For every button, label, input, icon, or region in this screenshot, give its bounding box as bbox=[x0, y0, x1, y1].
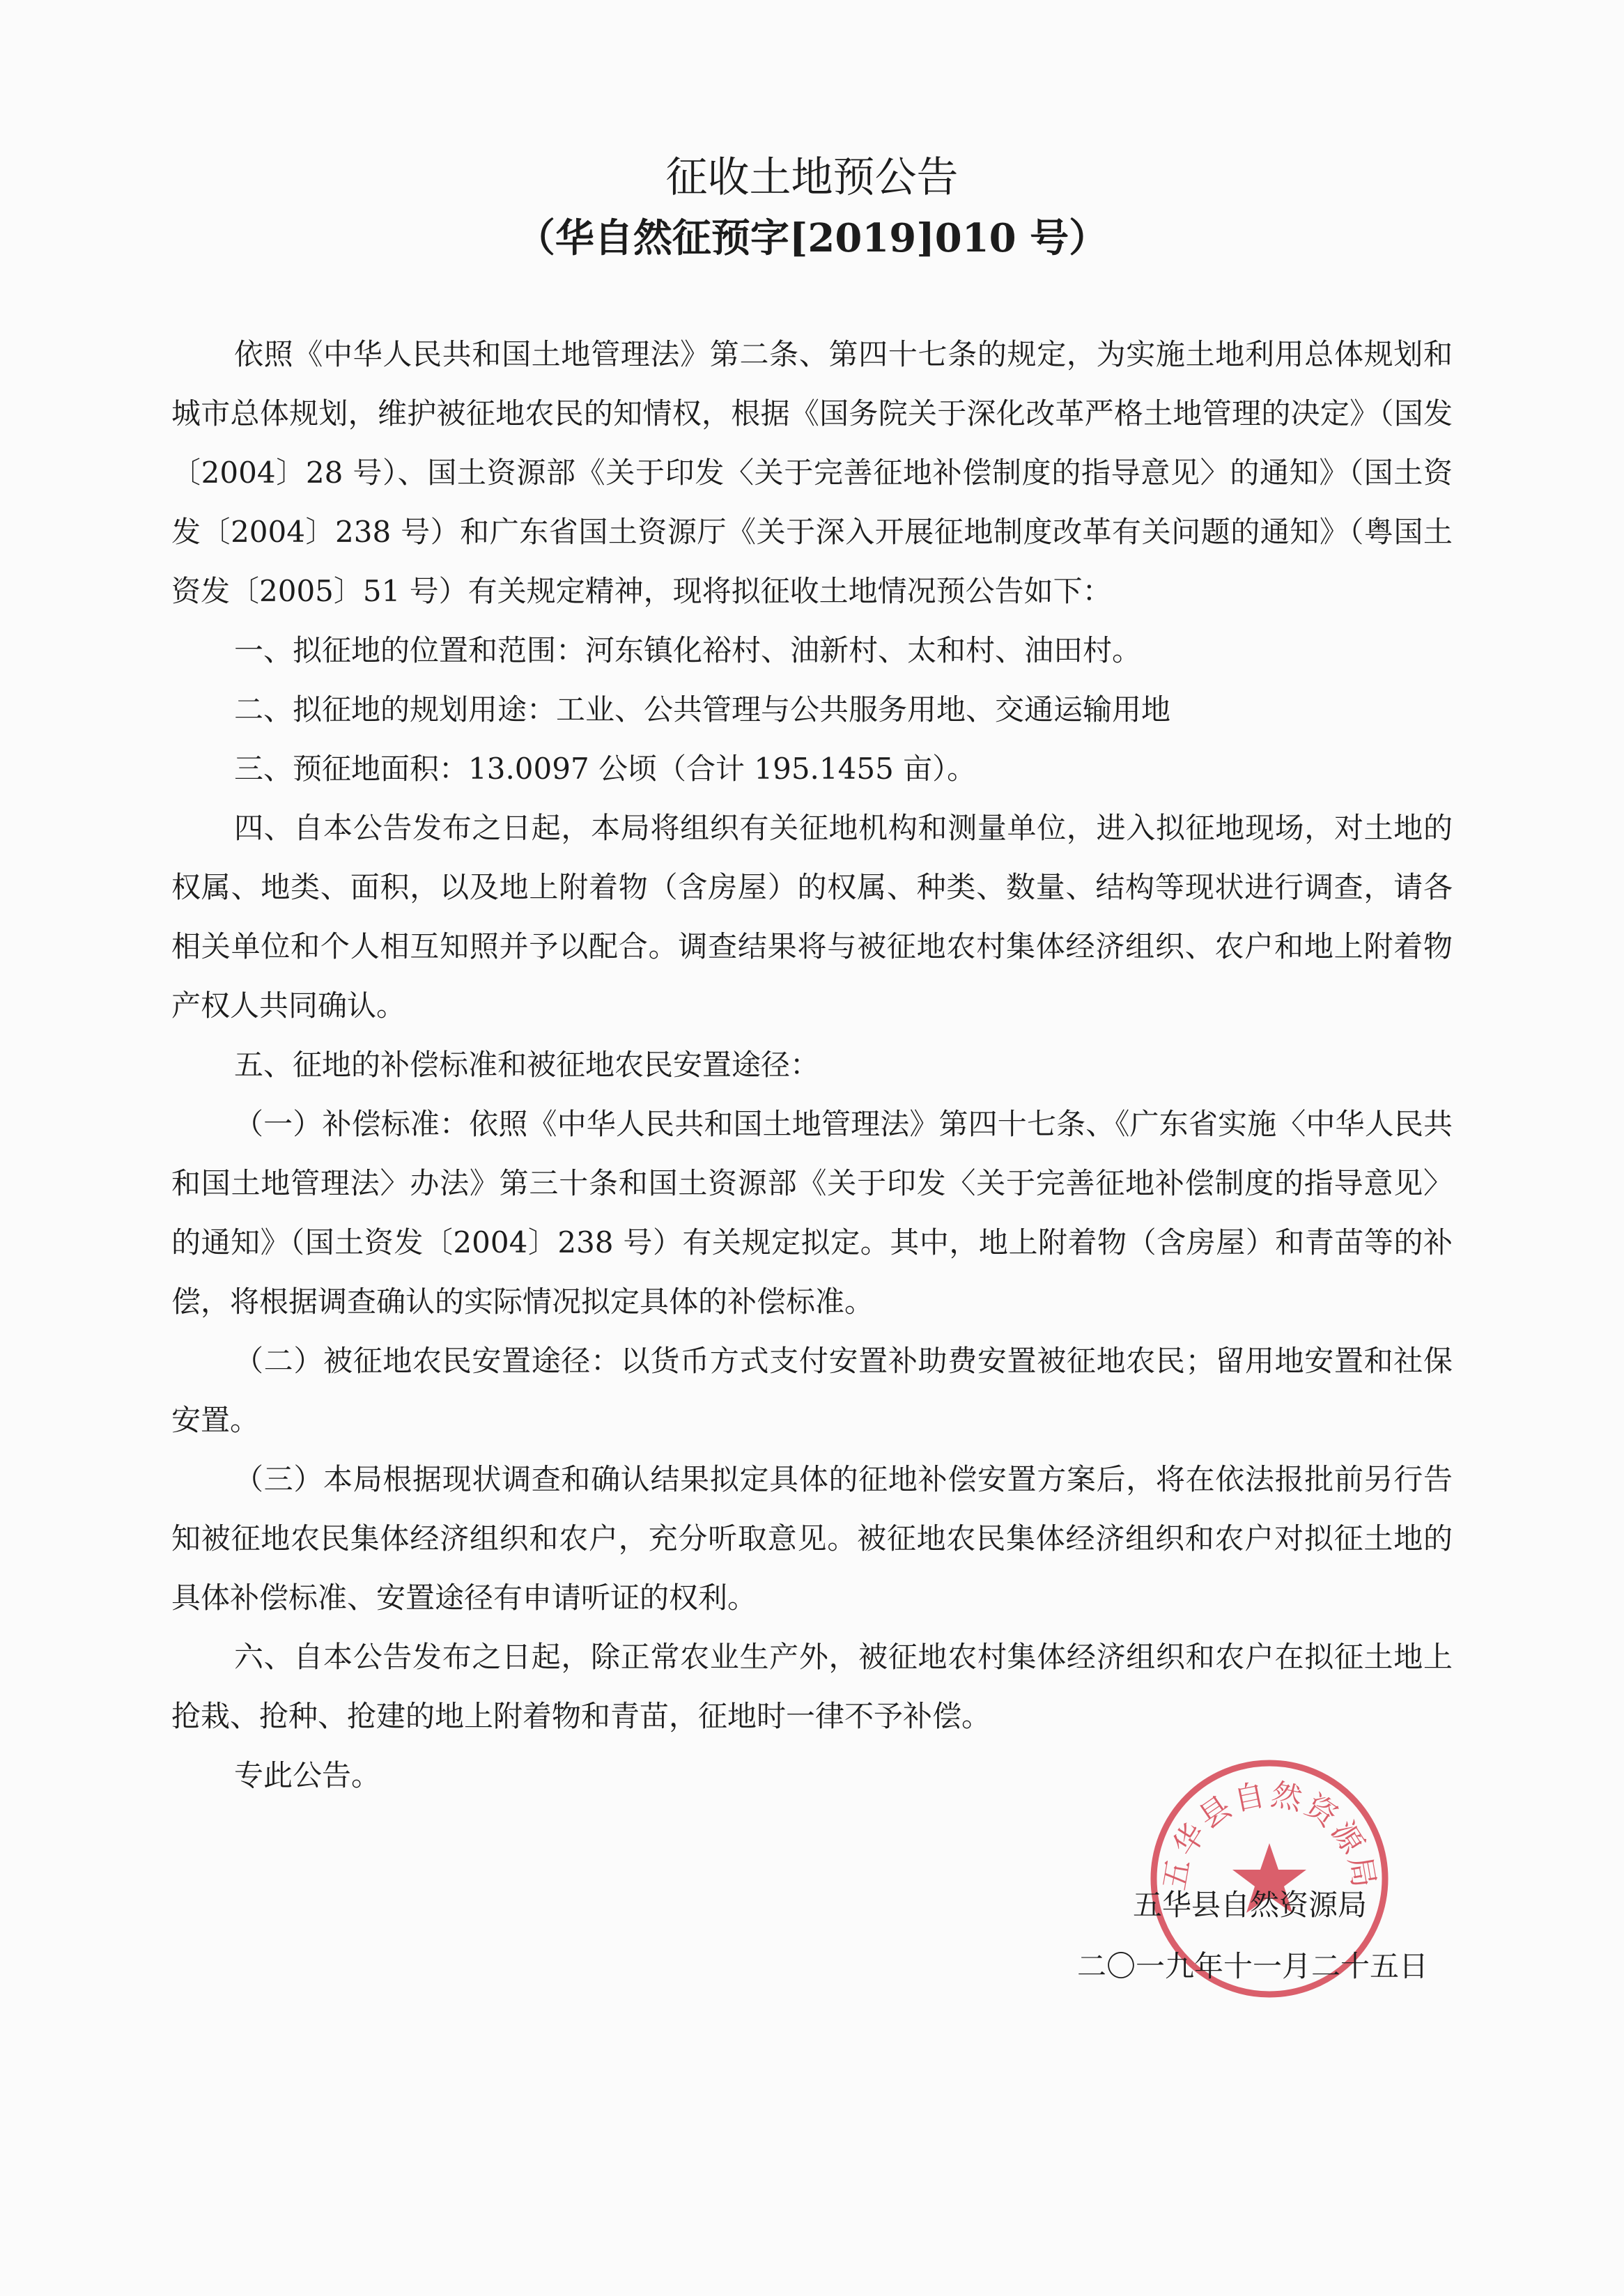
paragraph-compensation-standard: （一）补偿标准：依照《中华人民共和国土地管理法》第四十七条、《广东省实施〈中华人民共和国土地管理法〉办法》第三十条和国土资源部《关于印发〈关于完善征地补偿制度的指导意见〉的通知》（国土资发〔2004〕238 号）有关规定拟定。其中，地上附着物（含房屋）和青苗等的补偿，将根据调查确认的实际情况拟定具体的补偿标准。 bbox=[171, 1107, 1453, 1319]
paragraph-area: 三、预征地面积：13.0097 公顷（合计 195.1455 亩）。 bbox=[234, 752, 977, 786]
paragraph-usage: 二、拟征地的规划用途：工业、公共管理与公共服务用地、交通运输用地 bbox=[234, 692, 1171, 727]
paragraph-compensation-heading: 五、征地的补偿标准和被征地农民安置途径： bbox=[234, 1048, 820, 1082]
issue-date: 二〇一九年十一月二十五日 bbox=[1077, 1949, 1429, 1983]
signer: 五华县自然资源局 bbox=[1133, 1888, 1368, 1922]
paragraph-resettlement: （二）被征地农民安置途径：以货币方式支付安置补助费安置被征地农民；留用地安置和社保安置。 bbox=[171, 1344, 1453, 1437]
notice-body bbox=[171, 325, 1453, 1805]
paragraph-hearing: （三）本局根据现状调查和确认结果拟定具体的征地补偿安置方案后，将在依法报批前另行告知被征地农民集体经济组织和农户，充分听取意见。被征地农民集体经济组织和农户对拟征土地的具体补偿标准、安置途径有申请听证的权利。 bbox=[171, 1462, 1453, 1615]
paragraph-intro: 依照《中华人民共和国土地管理法》第二条、第四十七条的规定，为实施土地利用总体规划和城市总体规划，维护被征地农民的知情权，根据《国务院关于深化改革严格土地管理的决定》（国发〔2004〕28 号）、国土资源部《关于印发〈关于完善征地补偿制度的指导意见〉的通知》（国土资发〔2004〕238 号）和广东省国土资源厅《关于深入开展征地制度改革有关问题的通知》（粤国土资发〔2005〕51 号）有关规定精神，现将拟征收土地情况预公告如下： bbox=[171, 337, 1453, 608]
notice-title: 征收土地预公告 bbox=[665, 153, 959, 202]
paragraph-location: 一、拟征地的位置和范围：河东镇化裕村、油新村、太和村、油田村。 bbox=[234, 633, 1142, 667]
seal-text: 五华县自然资源局 bbox=[1157, 1776, 1382, 1893]
paragraph-closing: 专此公告。 bbox=[234, 1758, 381, 1792]
paragraph-survey: 四、自本公告发布之日起，本局将组织有关征地机构和测量单位，进入拟征地现场，对土地的权属、地类、面积，以及地上附着物（含房屋）的权属、种类、数量、结构等现状进行调查，请各相关单位和个人相互知照并予以配合。调查结果将与被征地农村集体经济组织、农户和地上附着物产权人共同确认。 bbox=[171, 811, 1453, 1023]
paragraph-no-compensation: 六、自本公告发布之日起，除正常农业生产外，被征地农村集体经济组织和农户在拟征土地上抢栽、抢种、抢建的地上附着物和青苗，征地时一律不予补偿。 bbox=[171, 1640, 1453, 1733]
document-number: （华自然征预字[2019]010 号） bbox=[516, 215, 1108, 261]
